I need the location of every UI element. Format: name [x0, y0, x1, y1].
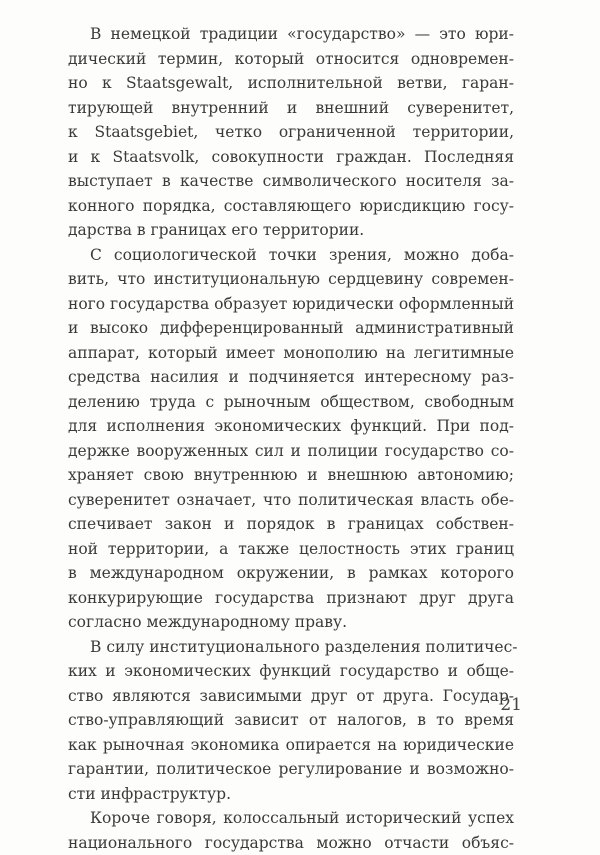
text-line: сти инфраструктур.	[68, 784, 231, 803]
text-line: суверенитет означает, что политическая власть обе-	[68, 490, 514, 509]
text-line: для исполнения экономических функций. При под-	[68, 417, 514, 435]
text-line: С социологической точки зрения, можно доба-	[90, 245, 514, 264]
text-line: и к Staatsvolk, совокупности граждан. Последняя	[68, 147, 514, 166]
text-line: конкурирующие государства признают друг друга	[68, 588, 514, 607]
text-line: В немецкой традиции «государство» — это юри-	[90, 25, 514, 43]
page-number: 21	[500, 695, 522, 715]
text-line: держке вооруженных сил и полиции государство со-	[68, 441, 514, 460]
text-line: делению труда с рыночным обществом, свободным	[68, 392, 514, 411]
text-line: гарантии, политическое регулирование и возможно-	[68, 760, 514, 778]
text-line: национального государства можно отчасти объяс-	[68, 833, 514, 852]
text-line: ного государства образует юридически оформленный	[68, 294, 515, 313]
text-line: средства насилия и подчиняется интересному раз-	[68, 368, 514, 386]
text-line: и высоко дифференцированный административный	[68, 319, 514, 337]
text-line: ких и экономических функций государство и обще-	[68, 662, 514, 680]
text-line: к Staatsgebiet, четко ограниченной территории,	[68, 123, 514, 141]
text-line: дарства в границах его территории.	[68, 221, 365, 239]
text-line: вить, что институциональную сердцевину современ-	[68, 270, 514, 288]
text-line: ство являются зависимыми друг от друга. Государ-	[68, 686, 514, 705]
text-line: выступает в качестве символического носителя за-	[68, 172, 514, 190]
text-line: в международном окружении, в рамках которого	[68, 564, 514, 582]
text-line: согласно международному праву.	[68, 613, 348, 631]
text-line: ство-управляющий зависит от налогов, в то время	[68, 711, 514, 729]
text-line: храняет свою внутреннюю и внешнюю автономию;	[68, 466, 514, 484]
text-line: В силу институционального разделения политичес-	[90, 637, 518, 656]
text-line: спечивает закон и порядок в границах собствен-	[68, 515, 514, 533]
text-line: дический термин, который относится одновремен-	[68, 49, 514, 68]
text-line: конного порядка, составляющего юрисдикцию госу-	[68, 196, 514, 215]
text-line: аппарат, который имеет монополию на легитимные	[68, 343, 514, 362]
text-line: ной территории, а также целостность этих границ	[68, 539, 514, 558]
text-line: как рыночная экономика опирается на юридические	[68, 735, 514, 754]
text-line: Короче говоря, колоссальный исторический успех	[90, 809, 514, 827]
text-line: тирующей внутренний и внешний суверенитет,	[68, 98, 514, 117]
text-line: но к Staatsgewalt, исполнительной ветви, гаран-	[68, 74, 514, 92]
